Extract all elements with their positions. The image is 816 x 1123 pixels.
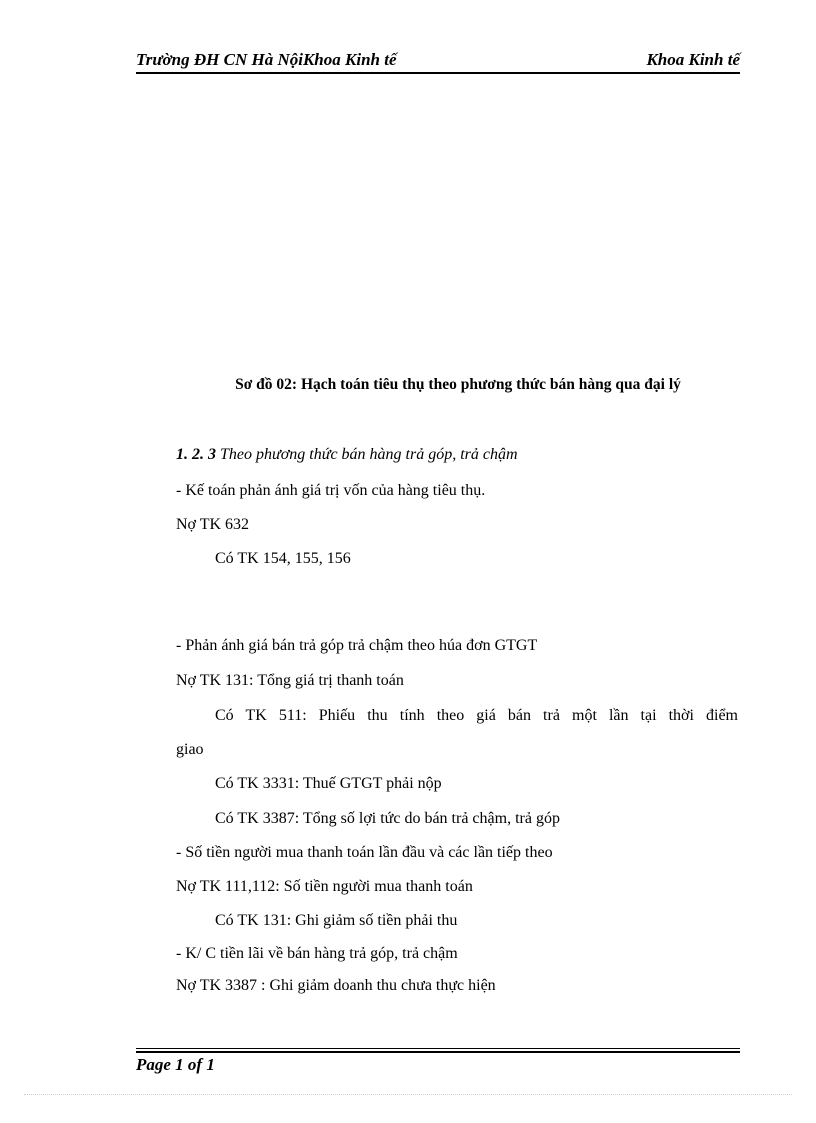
text-line: giao bbox=[176, 741, 204, 758]
header-faculty-name: Khoa Kinh tế bbox=[646, 50, 740, 69]
text-line: Có TK 511: Phiếu thu tính theo giá bán trả một lần tại thời điểm bbox=[215, 707, 738, 724]
footer-rule bbox=[136, 1051, 740, 1053]
diagram-caption: Sơ đồ 02: Hạch toán tiêu thụ theo phương thức bán hàng qua đại lý bbox=[235, 376, 681, 393]
page-header bbox=[136, 48, 740, 72]
text-line: Nợ TK 632 bbox=[176, 516, 250, 533]
header-rule bbox=[136, 72, 740, 74]
section-title: Theo phương thức bán hàng trả góp, trả chậm bbox=[220, 446, 518, 463]
text-line: Có TK 154, 155, 156 bbox=[215, 550, 351, 567]
text-line: Có TK 3387: Tổng số lợi tức do bán trả chậm, trả góp bbox=[215, 810, 560, 827]
text-line: Có TK 3331: Thuế GTGT phải nộp bbox=[215, 775, 442, 792]
text-line: - K/ C tiền lãi về bán hàng trả góp, trả chậm bbox=[176, 945, 458, 962]
footer-rule bbox=[136, 1048, 740, 1049]
text-line: - Kế toán phản ánh giá trị vốn của hàng tiêu thụ. bbox=[176, 482, 486, 499]
text-line: Nợ TK 111,112: Số tiền người mua thanh toán bbox=[176, 878, 473, 895]
page-number: Page 1 of 1 bbox=[136, 1055, 215, 1074]
text-line: - Số tiền người mua thanh toán lần đầu và các lần tiếp theo bbox=[176, 844, 553, 861]
text-line: Có TK 131: Ghi giảm số tiền phải thu bbox=[215, 912, 458, 929]
text-line: - Phản ánh giá bán trả góp trả chậm theo húa đơn GTGT bbox=[176, 637, 538, 654]
text-line: Nợ TK 131: Tổng giá trị thanh toán bbox=[176, 672, 404, 689]
section-number: 1. 2. 3 bbox=[176, 446, 216, 463]
header-school-name: Trường ĐH CN Hà NộiKhoa Kinh tế bbox=[136, 50, 397, 69]
text-line: Nợ TK 3387 : Ghi giảm doanh thu chưa thực hiện bbox=[176, 977, 496, 994]
page-edge-divider bbox=[24, 1094, 792, 1095]
section-heading bbox=[176, 445, 518, 465]
